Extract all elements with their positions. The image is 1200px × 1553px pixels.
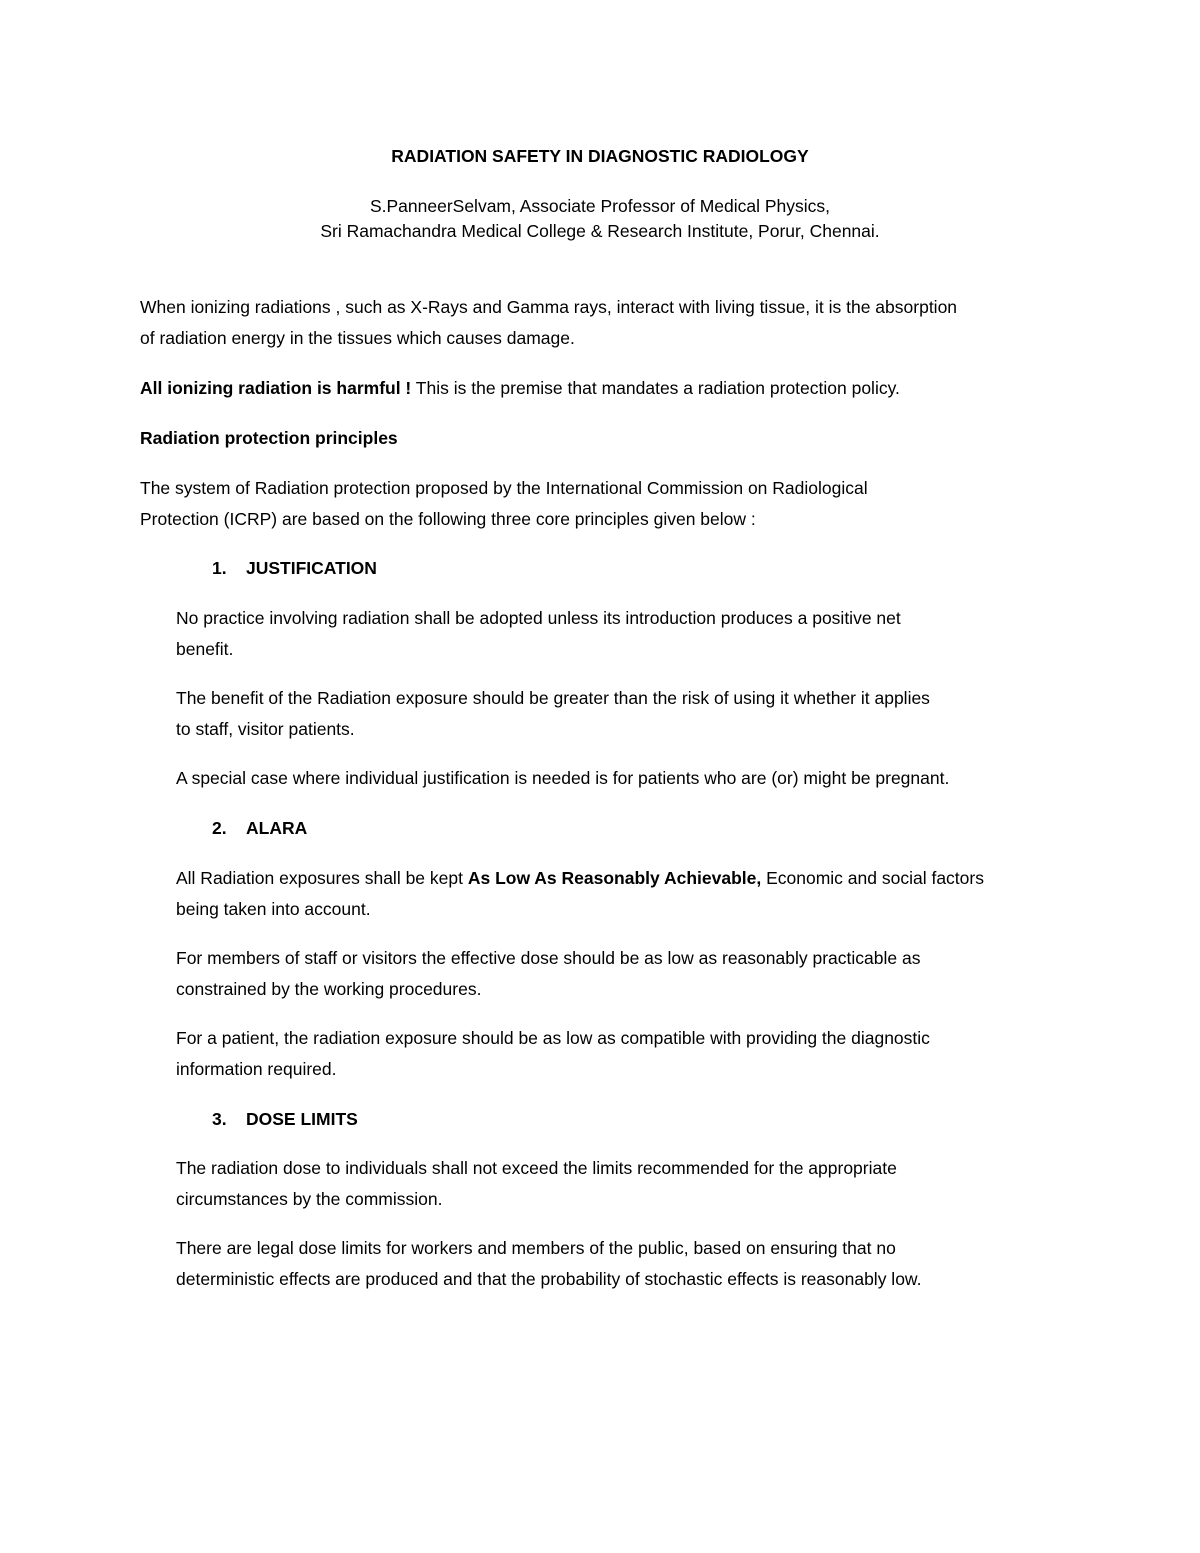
section-number: 1. xyxy=(212,558,227,578)
alara-p2-line-1: For members of staff or visitors the effective dose should be as low as reasonably practicable as xyxy=(176,948,921,968)
section-title: JUSTIFICATION xyxy=(246,558,377,578)
section-heading-alara xyxy=(212,817,307,839)
premise-rest: This is the premise that mandates a radiation protection policy. xyxy=(411,378,900,398)
alara-p2-line-2: constrained by the working procedures. xyxy=(176,979,482,999)
section-heading-dose-limits xyxy=(212,1108,358,1130)
justification-p1-line-1: No practice involving radiation shall be adopted unless its introduction produces a positive net xyxy=(176,608,901,628)
section-number: 2. xyxy=(212,818,227,838)
principles-heading: Radiation protection principles xyxy=(140,428,398,448)
alara-p1-bold: As Low As Reasonably Achievable, xyxy=(467,868,762,888)
justification-p2-line-1: The benefit of the Radiation exposure should be greater than the risk of using it whether it applies xyxy=(176,688,930,708)
alara-p3-line-1: For a patient, the radiation exposure should be as low as compatible with providing the diagnostic xyxy=(176,1028,930,1048)
section-title: ALARA xyxy=(246,818,308,838)
alara-p1-line-1 xyxy=(176,867,984,889)
intro-line-1: When ionizing radiations , such as X-Rays and Gamma rays, interact with living tissue, it is the absorption xyxy=(140,297,958,317)
premise-bold: All ionizing radiation is harmful ! xyxy=(140,378,412,398)
author-line: S.PanneerSelvam, Associate Professor of Medical Physics, xyxy=(369,196,831,216)
alara-p1-post: Economic and social factors xyxy=(761,868,984,888)
justification-p2-line-2: to staff, visitor patients. xyxy=(176,719,355,739)
justification-p3-line-1: A special case where individual justification is needed is for patients who are (or) might be pregnant. xyxy=(176,768,950,788)
dose-limits-p2-line-2: deterministic effects are produced and that the probability of stochastic effects is reasonably low. xyxy=(176,1269,922,1289)
affiliation-line: Sri Ramachandra Medical College & Research Institute, Porur, Chennai. xyxy=(320,221,880,241)
dose-limits-p2-line-1: There are legal dose limits for workers and members of the public, based on ensuring that no xyxy=(176,1238,896,1258)
dose-limits-p1-line-1: The radiation dose to individuals shall not exceed the limits recommended for the appropriate xyxy=(176,1158,897,1178)
system-line-2: Protection (ICRP) are based on the following three core principles given below : xyxy=(140,509,756,529)
alara-p1-pre: All Radiation exposures shall be kept xyxy=(176,868,468,888)
alara-p1-line-2: being taken into account. xyxy=(176,899,371,919)
justification-p1-line-2: benefit. xyxy=(176,639,234,659)
premise-paragraph xyxy=(140,377,900,399)
section-number: 3. xyxy=(212,1109,227,1129)
system-line-1: The system of Radiation protection proposed by the International Commission on Radiological xyxy=(140,478,868,498)
section-title: DOSE LIMITS xyxy=(246,1109,358,1129)
document-title: RADIATION SAFETY IN DIAGNOSTIC RADIOLOGY xyxy=(391,146,809,166)
dose-limits-p1-line-2: circumstances by the commission. xyxy=(176,1189,443,1209)
intro-line-2: of radiation energy in the tissues which causes damage. xyxy=(140,328,575,348)
alara-p3-line-2: information required. xyxy=(176,1059,337,1079)
section-heading-justification xyxy=(212,557,377,579)
